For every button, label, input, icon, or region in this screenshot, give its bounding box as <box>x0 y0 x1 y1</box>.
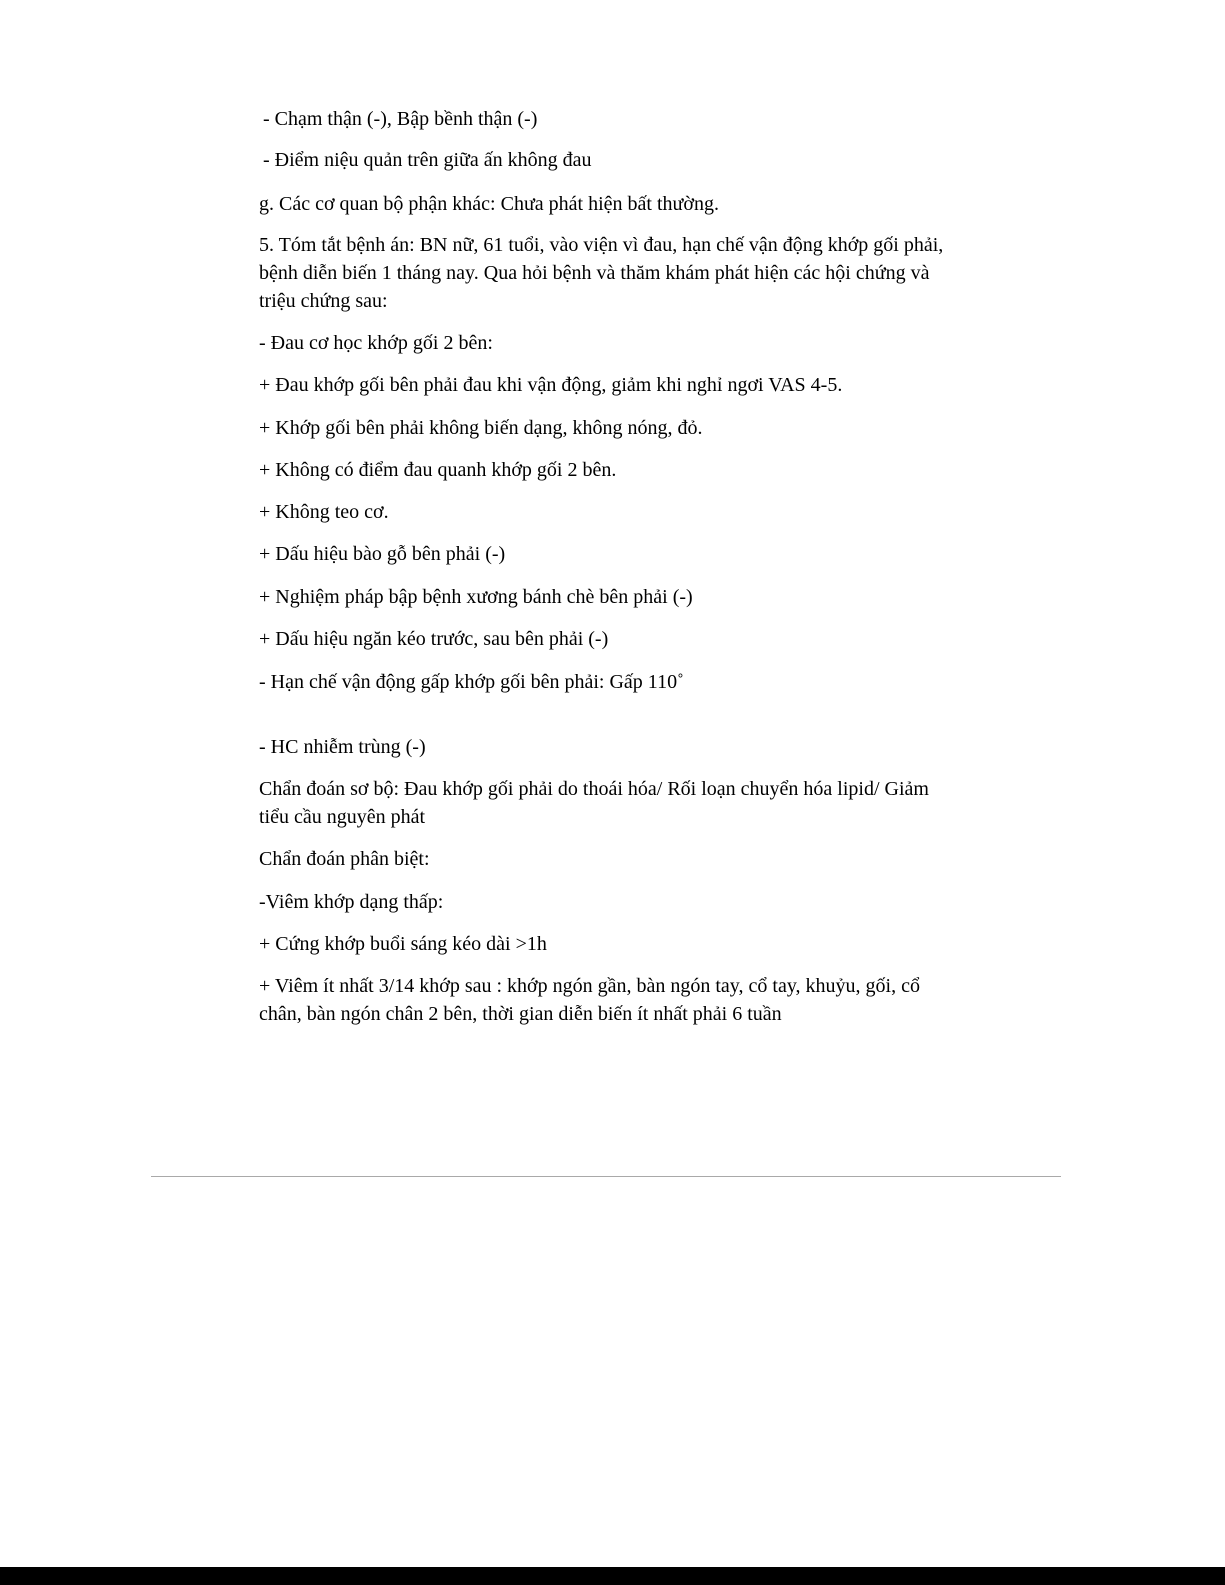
criterion-paragraph: + Viêm ít nhất 3/14 khớp sau : khớp ngón gần, bàn ngón tay, cổ tay, khuỷu, gối, cổ chân, bàn ngón chân 2 bên, thời gian diễn biến ít nhất phải 6 tuần <box>259 975 920 1025</box>
page-divider <box>151 1176 1061 1177</box>
symptom-item: + Dấu hiệu ngăn kéo trước, sau bên phải (-) <box>259 628 609 650</box>
criterion-item: + Cứng khớp buổi sáng kéo dài >1h <box>259 933 547 955</box>
symptom-item: + Khớp gối bên phải không biến dạng, không nóng, đỏ. <box>259 417 703 439</box>
differential-diagnosis-heading: Chẩn đoán phân biệt: <box>259 848 430 870</box>
symptom-item: + Nghiệm pháp bập bệnh xương bánh chè bên phải (-) <box>259 586 693 608</box>
preliminary-diagnosis-paragraph: Chẩn đoán sơ bộ: Đau khớp gối phải do thoái hóa/ Rối loạn chuyển hóa lipid/ Giảm tiểu cầu nguyên phát <box>259 778 929 828</box>
flexion-limit-line: - Hạn chế vận động gấp khớp gối bên phải: Gấp 110˚ <box>259 671 684 693</box>
infection-syndrome-line: - HC nhiễm trùng (-) <box>259 736 426 758</box>
kidney-exam-line: - Chạm thận (-), Bập bềnh thận (-) <box>263 108 538 130</box>
symptom-item: + Đau khớp gối bên phải đau khi vận động, giảm khi nghỉ ngơi VAS 4-5. <box>259 374 843 396</box>
symptom-item: + Không teo cơ. <box>259 501 389 523</box>
ureter-point-line: - Điểm niệu quản trên giữa ấn không đau <box>263 149 592 171</box>
other-organs-line: g. Các cơ quan bộ phận khác: Chưa phát hiện bất thường. <box>259 193 719 215</box>
case-summary-paragraph: 5. Tóm tắt bệnh án: BN nữ, 61 tuổi, vào viện vì đau, hạn chế vận động khớp gối phải, bệnh diễn biến 1 tháng nay. Qua hỏi bệnh và thăm khám phát hiện các hội chứng và triệu chứng sau: <box>259 234 944 312</box>
symptom-item: + Dấu hiệu bào gỗ bên phải (-) <box>259 543 506 565</box>
mechanical-pain-heading: - Đau cơ học khớp gối 2 bên: <box>259 332 493 354</box>
bottom-bar <box>0 1567 1225 1585</box>
rheumatoid-arthritis-heading: -Viêm khớp dạng thấp: <box>259 891 444 913</box>
symptom-item: + Không có điểm đau quanh khớp gối 2 bên. <box>259 459 617 481</box>
